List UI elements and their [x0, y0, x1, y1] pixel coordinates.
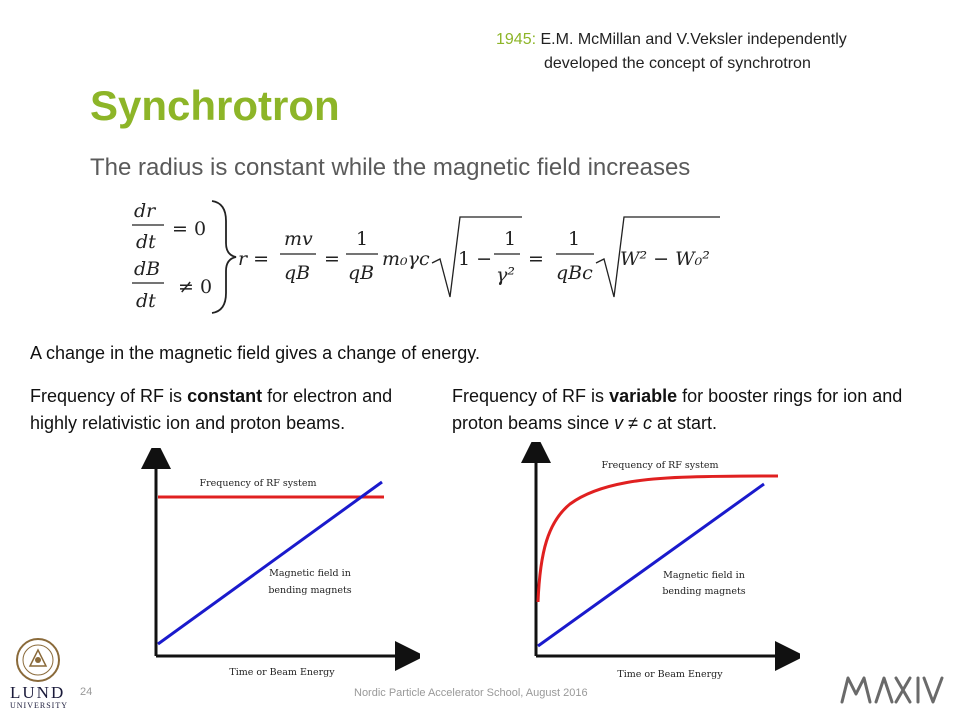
lund-bottom: UNIVERSITY	[10, 701, 68, 710]
conference-name: Nordic Particle Accelerator School, August 2016	[354, 687, 588, 699]
note-line1: E.M. McMillan and V.Veksler independently	[540, 31, 847, 48]
mag-label-1: Magnetic field in	[269, 568, 351, 579]
formula-dt: dt	[136, 231, 156, 253]
left-post: for electron and highly relativistic ion and proton beams.	[30, 386, 393, 433]
formula-qB2: qB	[348, 262, 375, 284]
left-paragraph	[30, 383, 430, 437]
formula-m0gc: m₀γc	[382, 248, 430, 270]
formula-W: W² − W₀²	[620, 248, 710, 270]
formula-one3: 1	[568, 228, 581, 250]
right-bold: variable	[609, 386, 678, 406]
slide-title: Synchrotron	[90, 82, 340, 129]
formula-qB: qB	[284, 262, 311, 284]
mag-label-2: bending magnets	[662, 586, 746, 597]
rf-label: Frequency of RF system	[199, 478, 317, 489]
rf-label: Frequency of RF system	[601, 460, 719, 471]
formula-dB: dB	[134, 258, 161, 280]
x-axis-label: Time or Beam Energy	[229, 667, 335, 678]
formula-eq1: =	[324, 248, 340, 270]
lund-top: LUND	[10, 683, 66, 702]
left-bold: constant	[187, 386, 263, 406]
formula-one1: 1	[356, 228, 369, 250]
formula-qBc: qBc	[556, 262, 593, 284]
chart-constant-rf	[140, 448, 420, 682]
left-pre: Frequency of RF is	[30, 386, 188, 406]
formula-dr: dr	[134, 200, 156, 222]
formula-mv: mv	[284, 228, 313, 250]
mag-label-1: Magnetic field in	[663, 570, 745, 581]
right-end: at start.	[651, 413, 718, 433]
mag-label-2: bending magnets	[268, 585, 352, 596]
formula-eq0: = 0	[172, 218, 207, 240]
note-year: 1945:	[496, 31, 537, 48]
chart-variable-rf	[520, 442, 800, 682]
page-number: 24	[80, 686, 93, 698]
formula-onem: 1 −	[458, 248, 493, 270]
right-v: v ≠ c	[614, 413, 652, 433]
rf-variable-curve	[538, 476, 778, 602]
magnetic-field-line	[538, 484, 764, 646]
formula-dt2: dt	[136, 290, 156, 312]
right-paragraph	[452, 383, 912, 437]
right-post: for booster rings for ion and proton beams since	[452, 386, 903, 433]
note-line2: developed the concept of synchrotron	[544, 55, 811, 72]
lund-logo	[10, 684, 80, 710]
formula	[120, 195, 740, 320]
right-pre: Frequency of RF is	[452, 386, 610, 406]
lund-seal-icon	[10, 636, 70, 684]
formula-r: r =	[238, 248, 270, 270]
maxiv-logo	[838, 672, 948, 706]
magnetic-field-line	[158, 482, 382, 644]
formula-eq2: =	[528, 248, 544, 270]
energy-statement: A change in the magnetic field gives a change of energy.	[30, 343, 480, 363]
formula-neq0: ≠ 0	[178, 276, 213, 298]
formula-one2: 1	[504, 228, 517, 250]
x-axis-label: Time or Beam Energy	[617, 669, 723, 680]
slide-subtitle: The radius is constant while the magnetic field increases	[90, 154, 691, 181]
history-note	[496, 28, 936, 76]
formula-g2: γ²	[496, 264, 515, 286]
